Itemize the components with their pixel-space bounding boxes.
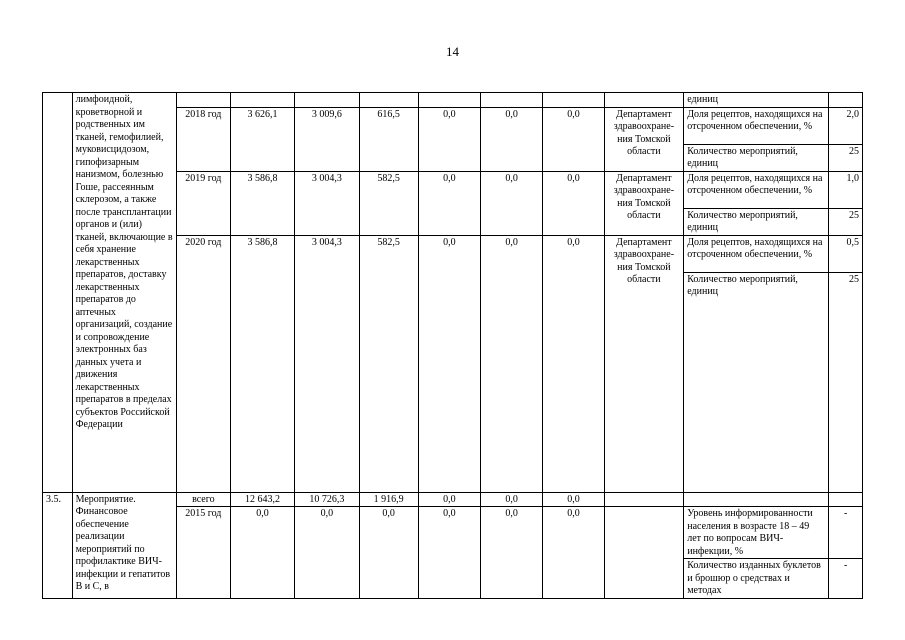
value-cell: 0,0 [543,492,604,507]
year-cell: 2020 год [176,235,230,492]
value-cell: 0,0 [418,492,480,507]
indicator-cell: Количество мероприятий, единиц [684,272,829,492]
value-cell: 3 586,8 [230,171,294,235]
value-cell: 12 643,2 [230,492,294,507]
value-cell: 0,0 [543,235,604,492]
year-cell: 2018 год [176,107,230,171]
indicator-cell: единиц [684,93,829,108]
indicator-value: 25 [829,144,863,171]
value-cell: 0,0 [481,171,543,235]
page-number: 14 [446,44,459,59]
value-cell: 0,0 [481,492,543,507]
value-cell: 0,0 [543,507,604,599]
value-cell: 0,0 [230,507,294,599]
value-cell: 0,0 [418,507,480,599]
value-cell: 0,0 [481,507,543,599]
value-cell: 0,0 [418,235,480,492]
value-cell: 0,0 [359,507,418,599]
executor-cell [604,507,684,599]
value-cell: 3 009,6 [295,107,359,171]
value-cell: 582,5 [359,235,418,492]
measure-description: Мероприятие. Финансовое обеспечение реализации мероприятий по профилактике ВИЧ-инфекции и гепатитов В и С, в [72,492,176,598]
indicator-cell: Доля рецептов, находящихся на отсроченном обеспечении, % [684,235,829,272]
value-cell: 0,0 [295,507,359,599]
indicator-cell: Количество мероприятий, единиц [684,144,829,171]
value-cell: 0,0 [481,107,543,171]
table-row [43,492,863,507]
row-number-cell [43,93,73,493]
value-cell: 10 726,3 [295,492,359,507]
value-cell: 0,0 [418,171,480,235]
measure-description: лимфоидной, кроветворной и родственных им тканей, гемофилией, муковисцидозом, гипофизарным нанизмом, болезнью Гоше, рассеянным склерозом, а также после трансплантации органов и (или) тканей, включающие в себя хранение лекарственных препаратов, доставку лекарственных препаратов до аптечных организаций, создание и сопровождение электронных баз данных учета и движения лекарственных препаратов в пределах субъектов Российской Федерации [72,93,176,493]
indicator-cell: Количество мероприятий, единиц [684,208,829,235]
value-cell: 0,0 [418,107,480,171]
year-cell: 2015 год [176,507,230,599]
program-table [42,92,863,599]
indicator-value: - [829,559,863,599]
value-cell: 3 004,3 [295,235,359,492]
value-cell: 0,0 [543,171,604,235]
indicator-value: 0,5 [829,235,863,272]
indicator-cell: Доля рецептов, находящихся на отсроченном обеспечении, % [684,107,829,144]
value-cell: 616,5 [359,107,418,171]
indicator-value: 1,0 [829,171,863,208]
indicator-value: 2,0 [829,107,863,144]
value-cell: 0,0 [543,107,604,171]
value-cell: 3 586,8 [230,235,294,492]
executor-cell: Департамент здравоохране-ния Томской области [604,235,684,492]
row-number-cell: 3.5. [43,492,73,598]
indicator-cell: Количество изданных буклетов и брошюр о средствах и методах [684,559,829,599]
value-cell: 0,0 [481,235,543,492]
indicator-value: - [829,507,863,559]
indicator-value: 25 [829,272,863,492]
indicator-cell: Уровень информированности населения в возрасте 18 – 49 лет по вопросам ВИЧ-инфекции, % [684,507,829,559]
year-cell: 2019 год [176,171,230,235]
year-cell: всего [176,492,230,507]
executor-cell: Департамент здравоохране-ния Томской области [604,171,684,235]
value-cell: 582,5 [359,171,418,235]
value-cell: 3 626,1 [230,107,294,171]
indicator-value: 25 [829,208,863,235]
indicator-cell: Доля рецептов, находящихся на отсроченном обеспечении, % [684,171,829,208]
value-cell: 1 916,9 [359,492,418,507]
executor-cell: Департамент здравоохране-ния Томской области [604,107,684,171]
table-row [43,93,863,108]
value-cell: 3 004,3 [295,171,359,235]
